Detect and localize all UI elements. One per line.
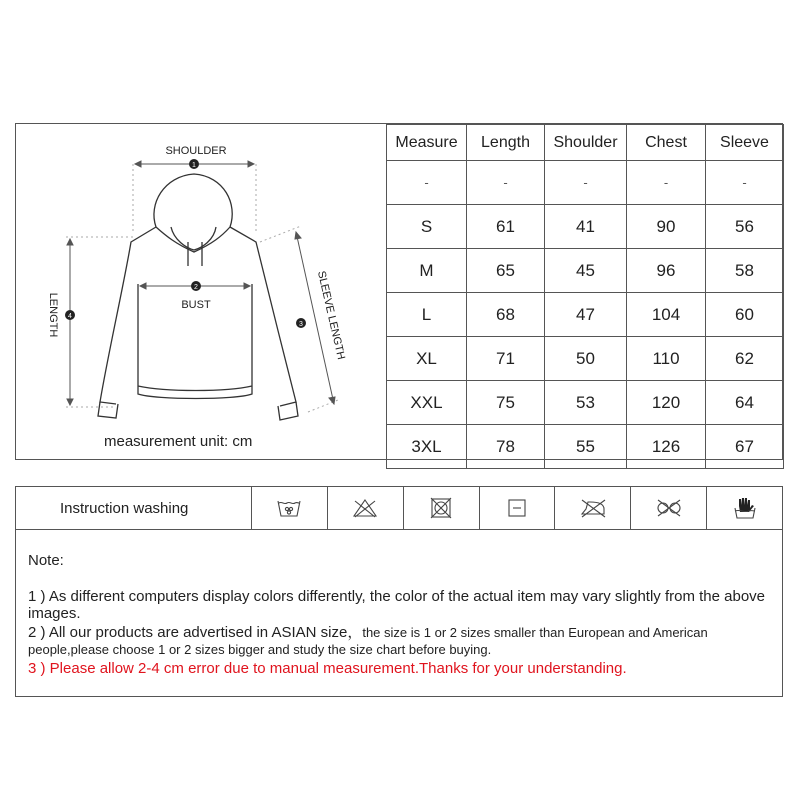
svg-text:4: 4: [68, 313, 72, 320]
hand-wash-glove-icon: [707, 487, 782, 529]
table-row: [387, 337, 784, 381]
size-cell: L: [387, 293, 467, 337]
table-cell: 47: [545, 293, 627, 337]
table-cell: 78: [467, 425, 545, 469]
washing-instructions: [15, 486, 783, 530]
note-1: 1 ) As different computers display colors differently, the color of the actual item may vary slightly from the above images.: [28, 588, 766, 622]
table-row: [387, 425, 784, 469]
table-cell: 75: [467, 381, 545, 425]
table-cell: 104: [627, 293, 706, 337]
header-sleeve: Sleeve: [706, 125, 784, 161]
unit-caption: measurement unit: cm: [104, 433, 253, 450]
size-cell: 3XL: [387, 425, 467, 469]
table-cell: 58: [706, 249, 784, 293]
table-cell: -: [706, 161, 784, 205]
table-cell: 67: [706, 425, 784, 469]
table-cell: 62: [706, 337, 784, 381]
bust-label: BUST: [181, 299, 211, 311]
length-label: LENGTH: [47, 292, 59, 338]
shoulder-label: SHOULDER: [165, 145, 227, 157]
table-cell: 96: [627, 249, 706, 293]
hoodie-illustration: [16, 124, 386, 459]
table-row: [387, 381, 784, 425]
note-3: 3 ) Please allow 2-4 cm error due to manual measurement.Thanks for your understanding.: [28, 660, 627, 677]
table-cell: 110: [627, 337, 706, 381]
table-cell: 120: [627, 381, 706, 425]
header-chest: Chest: [627, 125, 706, 161]
size-cell: M: [387, 249, 467, 293]
svg-text:3: 3: [299, 321, 303, 328]
no-dry-clean-icon: [631, 487, 707, 529]
table-cell: 50: [545, 337, 627, 381]
header-length: Length: [467, 125, 545, 161]
no-iron-icon: [555, 487, 631, 529]
table-row: [387, 293, 784, 337]
note-2: [28, 624, 778, 658]
table-cell: 90: [627, 205, 706, 249]
size-cell: XXL: [387, 381, 467, 425]
table-header-row: [387, 125, 784, 161]
size-cell: S: [387, 205, 467, 249]
table-cell: 126: [627, 425, 706, 469]
table-cell: 55: [545, 425, 627, 469]
size-cell: XL: [387, 337, 467, 381]
table-cell: 64: [706, 381, 784, 425]
hand-wash-icon: [252, 487, 328, 529]
table-cell: -: [467, 161, 545, 205]
no-bleach-icon: [328, 487, 404, 529]
notes-title: Note:: [28, 552, 64, 569]
size-chart: [15, 123, 783, 460]
header-measure: Measure: [387, 125, 467, 161]
dry-flat-icon: [480, 487, 556, 529]
table-cell: 65: [467, 249, 545, 293]
table-cell: -: [545, 161, 627, 205]
table-cell: 68: [467, 293, 545, 337]
table-cell: 56: [706, 205, 784, 249]
sleeve-length-label: SLEEVE LENGTH: [314, 269, 347, 361]
table-cell: -: [627, 161, 706, 205]
size-table: [386, 124, 784, 469]
table-row: [387, 249, 784, 293]
notes-panel: [15, 530, 783, 697]
table-cell: 71: [467, 337, 545, 381]
hoodie-diagram: [16, 124, 386, 459]
table-cell: 53: [545, 381, 627, 425]
no-tumble-dry-icon: [404, 487, 480, 529]
svg-text:1: 1: [192, 162, 196, 169]
table-row: [387, 161, 784, 205]
table-row: [387, 205, 784, 249]
header-shoulder: Shoulder: [545, 125, 627, 161]
svg-text:2: 2: [194, 284, 198, 291]
table-cell: -: [387, 161, 467, 205]
table-cell: 61: [467, 205, 545, 249]
table-cell: 60: [706, 293, 784, 337]
table-cell: 41: [545, 205, 627, 249]
washing-label: Instruction washing: [16, 487, 252, 529]
note-2-detail: the size is 1 or 2 sizes smaller than European and American people,please choose 1 or 2 sizes bigger and study the size chart before buying.: [28, 625, 708, 657]
table-cell: 45: [545, 249, 627, 293]
note-2-main: 2 ) All our products are advertised in ASIAN size，: [28, 624, 363, 641]
